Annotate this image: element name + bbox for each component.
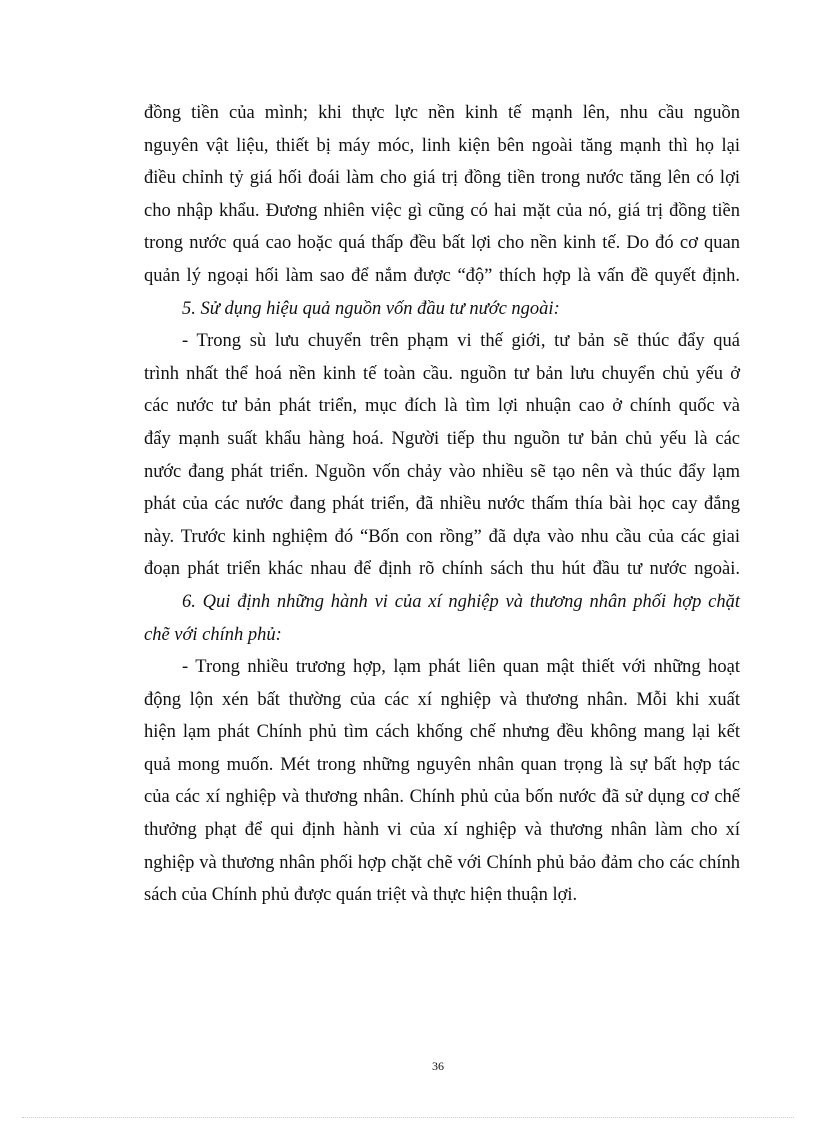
body-line: - Trong nhiều trương hợp, lạm phát liên quan mật thiết với những hoạt [182,657,740,678]
body-line: đẩy mạnh suất khẩu hàng hoá. Người tiếp thu nguồn tư bản chủ yếu là các [144,428,740,449]
body-line: sách của Chính phủ được quán triệt và thực hiện thuận lợi. [144,885,578,906]
body-line: của các xí nghiệp và thương nhân. Chính phủ của bốn nước đã sử dụng cơ chế [144,787,740,808]
document-body [144,97,740,912]
body-line: đồng tiền của mình; khi thực lực nền kinh tế mạnh lên, nhu cầu nguồn [144,103,740,123]
body-line: này. Trước kinh nghiệm đó “Bốn con rồng” đã dựa vào nhu cầu của các giai [144,526,740,547]
body-line: các nước tư bản phát triển, mục đích là tìm lợi nhuận cao ở chính quốc và [144,396,740,417]
body-line: điều chỉnh tỷ giá hối đoái làm cho giá trị đồng tiền trong nước tăng lên có lợi [144,168,740,189]
body-line: - Trong sù lưu chuyển trên phạm vi thế giới, tư bản sẽ thúc đẩy quá [182,331,740,352]
section-heading: 6. Qui định những hành vi của xí nghiệp và thương nhân phối hợp chặt [182,591,740,612]
body-line: quản lý ngoại hối làm sao để nắm được “độ” thích hợp là vấn đề quyết định. [144,265,740,286]
body-line: nghiệp và thương nhân phối hợp chặt chẽ với Chính phủ bảo đảm cho các chính [144,852,740,873]
body-line: cho nhập khẩu. Đương nhiên việc gì cũng có hai mặt của nó, giá trị đồng tiền [144,200,740,221]
body-line: hiện lạm phát Chính phủ tìm cách khống chế nhưng đều không mang lại kết [144,722,740,743]
section-heading: 5. Sử dụng hiệu quả nguồn vốn đầu tư nước ngoài: [182,298,560,319]
body-line: phát của các nước đang phát triển, đã nhiều nước thấm thía bài học cay đắng [144,494,740,515]
body-line: trong nước quá cao hoặc quá thấp đều bất lợi cho nền kinh tế. Do đó cơ quan [144,233,740,254]
body-line: thưởng phạt để qui định hành vi của xí nghiệp và thương nhân làm cho xí [144,820,740,841]
page-number: 36 [432,1059,444,1073]
body-line: trình nhất thể hoá nền kinh tế toàn cầu. nguồn tư bản lưu chuyển chủ yếu ở [144,363,740,384]
section-heading: chẽ với chính phủ: [144,624,282,645]
body-line: quả mong muốn. Mét trong những nguyên nhân quan trọng là sự bất hợp tác [144,754,740,775]
body-line: động lộn xén bất thường của các xí nghiệp và thương nhân. Mỗi khi xuất [144,689,740,710]
body-line: nước đang phát triển. Nguồn vốn chảy vào nhiều sẽ tạo nên và thúc đẩy lạm [144,461,740,482]
body-line: đoạn phát triển khác nhau để định rõ chính sách thu hút đầu tư nước ngoài. [144,559,740,580]
body-line: nguyên vật liệu, thiết bị máy móc, linh kiện bên ngoài tăng mạnh thì họ lại [144,135,740,156]
footer-divider [22,1117,794,1118]
